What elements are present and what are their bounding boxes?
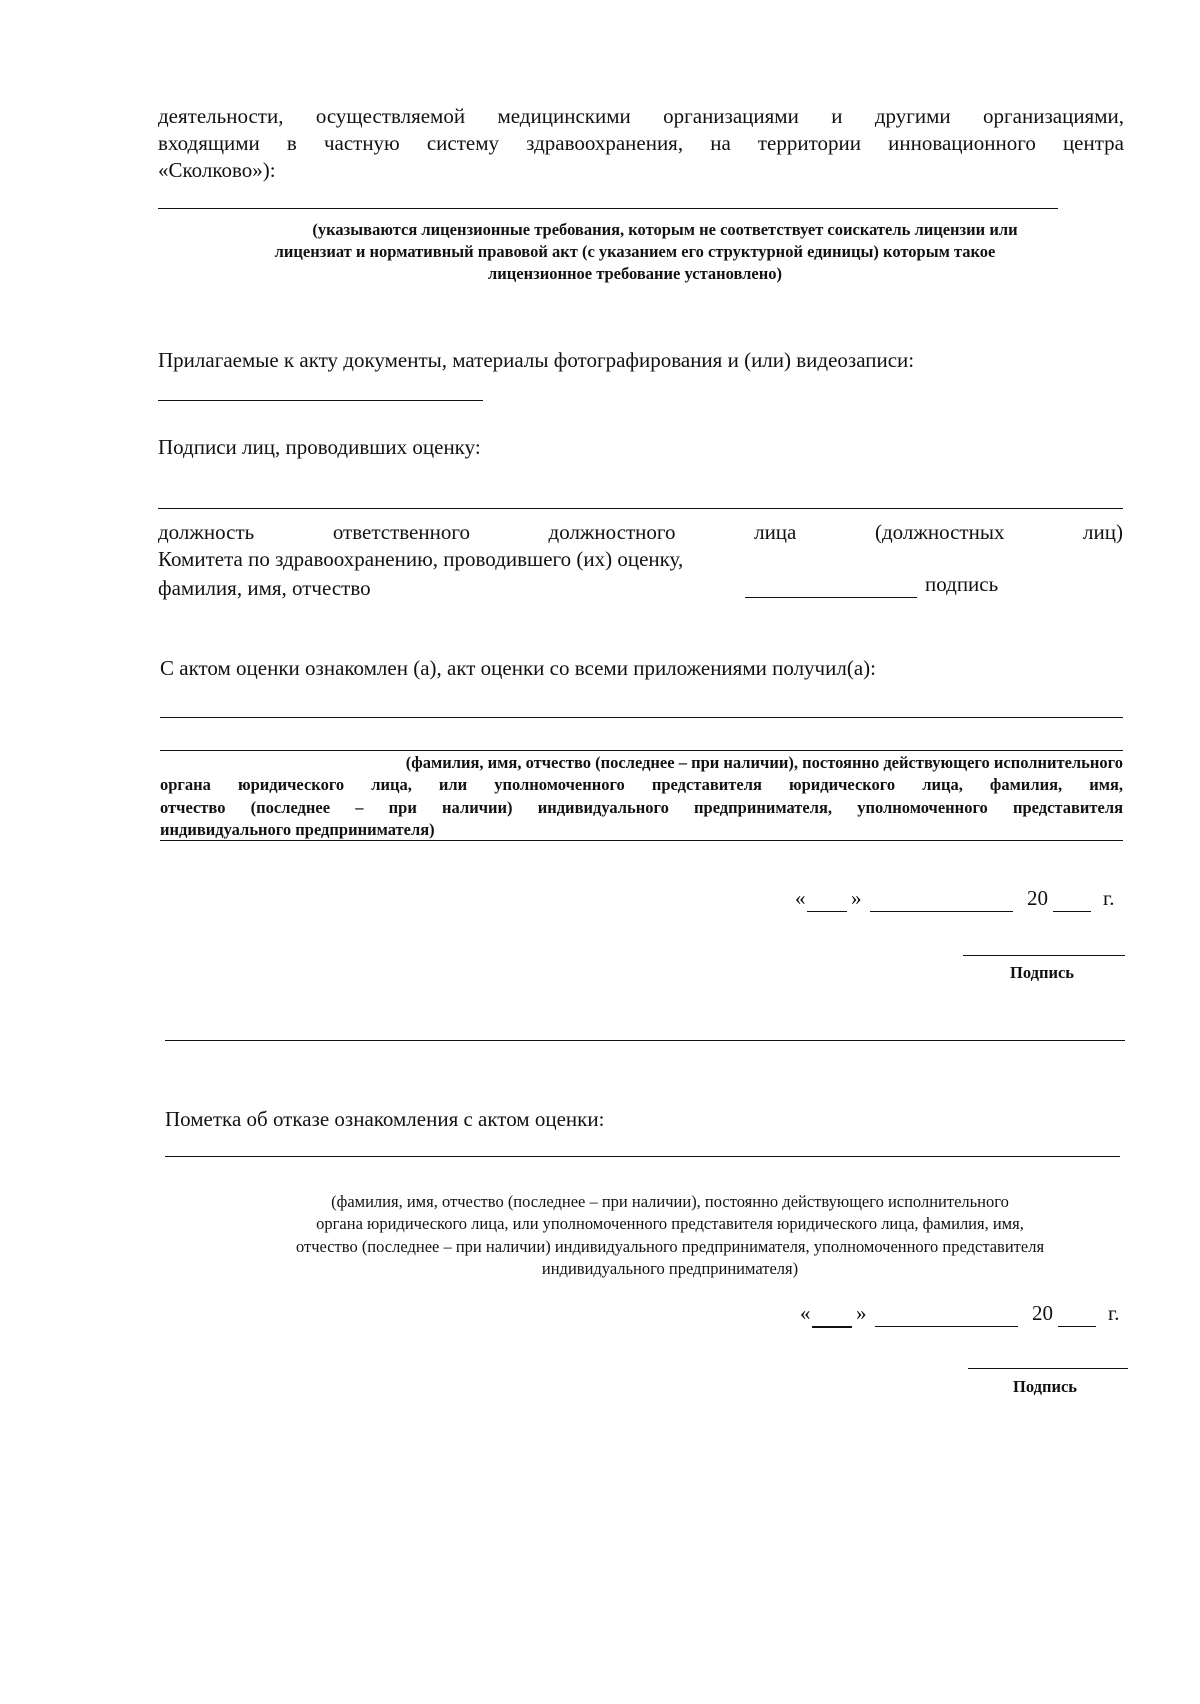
person-caption-2-line-1: (фамилия, имя, отчество (последнее – при наличии), постоянно действующего исполнительного (331, 1192, 1009, 1211)
official-word: (должностных (874, 520, 1005, 544)
date-1-close-quote: » (851, 886, 862, 910)
official-word: ответственного (332, 520, 470, 544)
official-line-3: фамилия, имя, отчество (158, 576, 371, 600)
requirements-caption-line-2: лицензиат и нормативный правовой акт (с указанием его структурной единицы) которым такое (274, 242, 996, 261)
date-2-year-blank (1058, 1326, 1096, 1327)
intro-line-3: «Сколково»): (158, 158, 276, 182)
signatures-blank-line (158, 508, 1123, 509)
official-line-2: Комитета по здравоохранению, проводившего (их) оценку, (158, 547, 684, 571)
person-caption-2-line-3: отчество (последнее – при наличии) индивидуального предпринимателя, уполномоченного представителя (295, 1237, 1045, 1256)
person-caption-1-line-4: индивидуального предпринимателя) (160, 820, 435, 839)
person-caption-1-line-2: органа юридического лица, или уполномоченного представителя юридического лица, фамилия, имя, (160, 775, 1123, 794)
date-2-year-prefix: 20 (1032, 1301, 1053, 1325)
date-2-month-blank (875, 1326, 1018, 1327)
separator-line (165, 1040, 1125, 1041)
refusal-blank-line (165, 1156, 1120, 1157)
person-caption-1-underline (160, 840, 1123, 841)
official-signature-label: подпись (925, 572, 999, 596)
signature-2-label: Подпись (1013, 1377, 1078, 1396)
date-2-year-suffix: г. (1108, 1301, 1120, 1325)
person-caption-1-line-1: (фамилия, имя, отчество (последнее – при наличии), постоянно действующего исполнительного (405, 753, 1123, 772)
date-1-day-blank (807, 911, 847, 912)
intro-line-1: деятельности, осуществляемой медицинскими организациями и другими организациями, (158, 104, 1124, 128)
official-word: должность (158, 520, 255, 544)
intro-line-2: входящими в частную систему здравоохранения, на территории инновационного центра (158, 131, 1124, 155)
date-1-year-blank (1053, 911, 1091, 912)
attachments-blank-line (158, 400, 483, 401)
requirements-caption-line-1: (указываются лицензионные требования, которым не соответствует соискатель лицензии или (312, 220, 1018, 239)
official-word: лица (754, 520, 797, 544)
official-signature-line (745, 597, 917, 598)
acquainted-blank-line-2 (160, 750, 1123, 751)
refusal-label: Пометка об отказе ознакомления с актом оценки: (165, 1107, 605, 1131)
signature-1-line (963, 955, 1125, 956)
signatures-label: Подписи лиц, проводивших оценку: (158, 435, 481, 459)
official-word: лиц) (1083, 520, 1123, 544)
date-2-open-quote: « (800, 1301, 811, 1325)
date-1 (795, 885, 1125, 915)
date-2-day-blank (812, 1326, 852, 1328)
attachments-label: Прилагаемые к акту документы, материалы фотографирования и (или) видеозаписи: (158, 348, 915, 372)
date-1-year-prefix: 20 (1027, 886, 1048, 910)
person-caption-2-line-2: органа юридического лица, или уполномоченного представителя юридического лица, фамилия, имя, (316, 1214, 1024, 1233)
acquainted-blank-line-1 (160, 717, 1123, 718)
signature-1-label: Подпись (1010, 963, 1075, 982)
requirements-blank-line (158, 208, 1058, 209)
requirements-caption-line-3: лицензионное требование установлено) (488, 264, 782, 283)
date-1-year-suffix: г. (1103, 886, 1115, 910)
signature-2-line (968, 1368, 1128, 1369)
date-1-month-blank (870, 911, 1013, 912)
official-word: должностного (548, 520, 676, 544)
person-caption-2-line-4: индивидуального предпринимателя) (541, 1259, 799, 1278)
date-1-open-quote: « (795, 886, 806, 910)
date-2-close-quote: » (856, 1301, 867, 1325)
person-caption-1-line-3: отчество (последнее – при наличии) индивидуального предпринимателя, уполномоченного представителя (160, 798, 1123, 817)
acquainted-label: С актом оценки ознакомлен (а), акт оценки со всеми приложениями получил(а): (160, 656, 876, 680)
official-line-1 (158, 519, 1123, 546)
date-2 (800, 1300, 1130, 1330)
